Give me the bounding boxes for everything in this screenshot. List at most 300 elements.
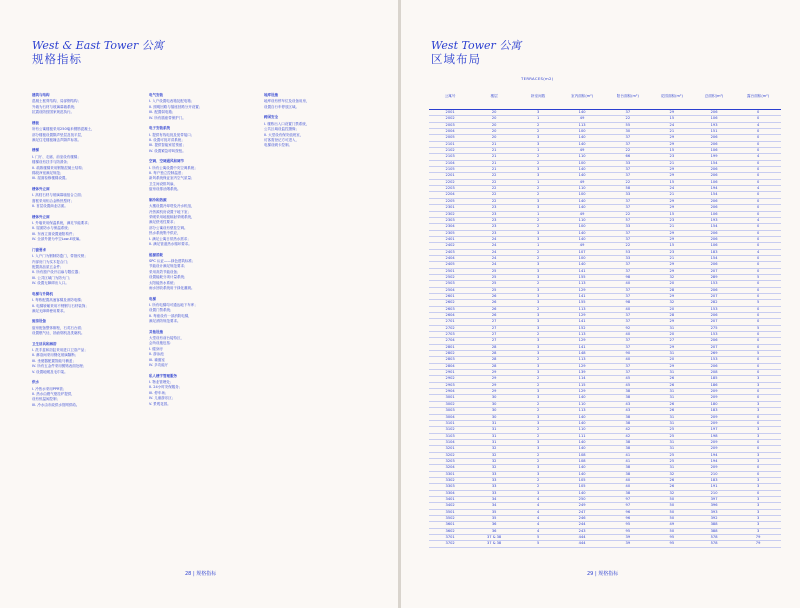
table-cell: 29	[471, 370, 517, 376]
table-cell: 115	[559, 382, 605, 388]
table-cell: 3	[735, 452, 781, 458]
table-cell: 42	[605, 427, 651, 433]
right-page-folio: 29 | 规格指标	[587, 571, 619, 577]
table-cell: 50	[651, 528, 693, 534]
table-cell: 3602	[429, 528, 471, 534]
table-cell: 5	[735, 325, 781, 331]
table-cell: 2	[517, 217, 559, 223]
table-cell: 3	[735, 458, 781, 464]
table-cell: 50	[651, 503, 693, 509]
table-cell: 29	[651, 268, 693, 274]
table-cell: 152	[559, 325, 605, 331]
table-cell: 0	[735, 230, 781, 236]
table-cell: 3203	[429, 458, 471, 464]
table-cell: 50	[651, 509, 693, 515]
table-cell: 2903	[429, 382, 471, 388]
table-cell: 42	[605, 433, 651, 439]
spec-section	[32, 215, 144, 243]
table-cell: 37	[605, 236, 651, 242]
spec-line: IV. 设置紧急呼叫按钮。	[149, 148, 186, 153]
table-cell: 194	[693, 458, 735, 464]
table-cell: 106	[693, 148, 735, 154]
table-cell: 0	[735, 306, 781, 312]
table-cell: 32	[471, 446, 517, 452]
table-cell: 26	[651, 382, 693, 388]
spec-section	[149, 374, 261, 408]
table-cell: 3	[517, 236, 559, 242]
spec-line: 雨水回收系统用于绿化灌溉。	[149, 286, 195, 291]
table-cell: 49	[559, 116, 605, 122]
spec-line: 混凝土框剪结构，局部钢结构；	[32, 99, 81, 104]
table-cell: 0	[735, 255, 781, 261]
spec-line: II. 所有窗户设开启扇与限位器；	[32, 270, 82, 275]
spec-section-heading: 私人楼宇管理服务	[149, 373, 177, 378]
table-cell: 2002	[429, 116, 471, 122]
table-cell: 206	[693, 135, 735, 141]
table-cell: 25	[471, 281, 517, 287]
table-cell: 23	[651, 217, 693, 223]
table-cell: 2302	[429, 211, 471, 217]
table-cell: 100	[559, 255, 605, 261]
table-cell: 20	[651, 306, 693, 312]
table-cell: 2701	[429, 319, 471, 325]
spec-section	[149, 330, 261, 369]
table-cell: 2203	[429, 186, 471, 192]
table-cell: 249	[559, 503, 605, 509]
table-cell: 4	[735, 186, 781, 192]
spec-line: I. 高档石材与玻璃幕墙组合立面；	[32, 193, 85, 198]
table-cell: 3	[735, 503, 781, 509]
column-header: 露台面积(m²)	[735, 93, 781, 110]
spec-section	[149, 126, 261, 154]
spec-column-3	[264, 93, 376, 154]
table-cell: 0	[735, 236, 781, 242]
table-cell: 4	[735, 249, 781, 255]
column-header: 卧室间数	[517, 93, 559, 110]
table-cell: 183	[693, 408, 735, 414]
table-cell: 1	[517, 148, 559, 154]
table-cell: 194	[693, 186, 735, 192]
table-cell: 20	[471, 110, 517, 116]
table-cell: 26	[471, 313, 517, 319]
table-cell: 140	[559, 395, 605, 401]
table-cell: 209	[693, 389, 735, 395]
table-cell: 15	[651, 116, 693, 122]
spec-line: 厨房设排油烟系统。	[149, 187, 181, 192]
table-cell: 3	[517, 274, 559, 280]
table-cell: 22	[605, 148, 651, 154]
spec-section	[32, 248, 144, 287]
table-cell: 3	[517, 490, 559, 496]
table-cell: 23	[471, 230, 517, 236]
table-cell: 2204	[429, 192, 471, 198]
table-cell: 21	[651, 160, 693, 166]
table-cell: 129	[559, 363, 605, 369]
table-cell: 37	[605, 370, 651, 376]
table-cell: 0	[735, 268, 781, 274]
table-row	[429, 541, 781, 547]
table-cell: 185	[693, 376, 735, 382]
table-cell: 2	[517, 192, 559, 198]
table-cell: 2	[517, 186, 559, 192]
spec-section	[32, 148, 144, 182]
spec-line: 抗震设防按国家规范执行。	[32, 110, 74, 115]
table-cell: 20	[471, 116, 517, 122]
table-cell: 3103	[429, 433, 471, 439]
spec-line: V. 设置地暖及毛巾架。	[32, 369, 68, 374]
table-cell: 23	[471, 224, 517, 230]
table-cell: 3102	[429, 427, 471, 433]
table-cell: 0	[735, 243, 781, 249]
table-cell: 20	[471, 129, 517, 135]
table-cell: 141	[559, 293, 605, 299]
table-cell: 97	[605, 496, 651, 502]
spec-line: II. 电梯轿厢采用不锈钢与石材装饰；	[32, 303, 89, 308]
table-cell: 210	[693, 490, 735, 496]
table-cell: 29	[651, 344, 693, 350]
table-cell: 2303	[429, 217, 471, 223]
table-cell: 25	[471, 287, 517, 293]
table-cell: 208	[693, 370, 735, 376]
table-cell: 2001	[429, 110, 471, 116]
spec-line: III. 公共区域门为防火门；	[32, 275, 73, 280]
table-cell: 106	[693, 243, 735, 249]
table-cell: 2901	[429, 370, 471, 376]
table-cell: 2	[517, 224, 559, 230]
table-cell: 3	[517, 351, 559, 357]
table-cell: 37	[605, 141, 651, 147]
table-cell: 3	[735, 401, 781, 407]
table-cell: 2502	[429, 274, 471, 280]
table-cell: 31	[651, 414, 693, 420]
table-cell: 206	[693, 262, 735, 268]
table-cell: 3204	[429, 465, 471, 471]
table-cell: 39	[605, 535, 651, 541]
table-cell: 3	[517, 420, 559, 426]
spec-column-1	[32, 93, 144, 413]
table-cell: 2804	[429, 363, 471, 369]
table-cell: 33	[471, 471, 517, 477]
table-cell: 37	[605, 173, 651, 179]
table-cell: 25	[471, 274, 517, 280]
table-cell: 20	[471, 135, 517, 141]
table-cell: 3	[735, 433, 781, 439]
spec-section-heading: 门窗要求	[32, 247, 46, 252]
table-cell: 3401	[429, 496, 471, 502]
table-cell: 141	[559, 268, 605, 274]
spec-line: 节能设计满足规范要求；	[149, 264, 188, 269]
table-cell: 40	[605, 357, 651, 363]
table-cell: 4	[517, 522, 559, 528]
table-cell: 3	[517, 439, 559, 445]
spec-line: III. 坐便器配置智能马桶盖；	[32, 358, 76, 363]
spec-section	[149, 159, 261, 193]
table-cell: 3	[517, 465, 559, 471]
table-cell: 153	[693, 357, 735, 363]
table-cell: 0	[735, 173, 781, 179]
table-cell: 1	[517, 116, 559, 122]
table-cell: 25	[651, 458, 693, 464]
table-cell: 0	[735, 129, 781, 135]
table-cell: 95	[651, 541, 693, 547]
table-cell: 43	[605, 401, 651, 407]
table-cell: 20	[651, 332, 693, 338]
table-cell: 2704	[429, 338, 471, 344]
table-cell: 2	[517, 382, 559, 388]
table-cell: 2403	[429, 249, 471, 255]
table-cell: 3	[735, 509, 781, 515]
table-cell: 113	[559, 408, 605, 414]
table-cell: 105	[559, 477, 605, 483]
table-cell: 28	[471, 344, 517, 350]
table-cell: 43	[605, 408, 651, 414]
table-cell: 140	[559, 471, 605, 477]
table-cell: 3	[517, 446, 559, 452]
table-cell: 2405	[429, 262, 471, 268]
table-cell: 2503	[429, 281, 471, 287]
table-cell: 36	[471, 528, 517, 534]
table-cell: 106	[693, 179, 735, 185]
table-cell: 21	[651, 192, 693, 198]
table-cell: 38	[605, 395, 651, 401]
table-cell: 45	[605, 382, 651, 388]
table-cell: 21	[471, 141, 517, 147]
table-cell: 31	[651, 370, 693, 376]
spec-line: I. 每栋配置高速客梯及消防电梯；	[32, 298, 85, 303]
table-cell: 3	[517, 370, 559, 376]
table-cell: 33	[605, 192, 651, 198]
table-cell: 1	[517, 243, 559, 249]
table-cell: 140	[559, 446, 605, 452]
table-cell: 3	[517, 173, 559, 179]
table-cell: 393	[693, 509, 735, 515]
table-cell: 26	[471, 300, 517, 306]
table-cell: 3	[517, 300, 559, 306]
table-cell: 49	[559, 211, 605, 217]
table-cell: 140	[559, 141, 605, 147]
table-cell: 3304	[429, 490, 471, 496]
spec-line: I. 健身房	[149, 346, 163, 351]
table-cell: 3104	[429, 439, 471, 445]
table-cell: 578	[693, 535, 735, 541]
table-cell: 23	[471, 205, 517, 211]
spec-section-heading: 空调、空调通风和调节	[149, 159, 184, 164]
spec-section-heading: 能源消耗	[149, 252, 163, 257]
table-cell: 155	[559, 300, 605, 306]
spec-line: 满足无障碍使用要求。	[32, 308, 67, 313]
table-cell: 3	[735, 382, 781, 388]
table-cell: 100	[559, 160, 605, 166]
table-cell: 37	[605, 262, 651, 268]
table-cell: 29	[651, 236, 693, 242]
spec-line: I. 物业管理处；	[149, 379, 174, 384]
table-cell: 37	[605, 293, 651, 299]
spec-section	[264, 115, 376, 149]
table-cell: 22	[471, 192, 517, 198]
table-cell: 3	[735, 376, 781, 382]
table-cell: 3	[517, 293, 559, 299]
spec-line: II. 首层设置商业店面。	[32, 204, 68, 209]
table-cell: 2	[517, 376, 559, 382]
table-cell: 49	[559, 243, 605, 249]
spec-line: I. 满足公寓日常热水需求；	[149, 236, 191, 241]
table-cell: 3004	[429, 414, 471, 420]
table-cell: 4	[517, 503, 559, 509]
spec-section-heading: 电梯与升降机	[32, 291, 53, 296]
table-cell: 97	[605, 503, 651, 509]
table-cell: 197	[693, 427, 735, 433]
table-cell: 140	[559, 236, 605, 242]
table-cell: 29	[651, 262, 693, 268]
table-cell: 193	[693, 217, 735, 223]
table-cell: 193	[693, 122, 735, 128]
table-cell: 3	[517, 313, 559, 319]
table-cell: 0	[735, 490, 781, 496]
column-header: 花园面积(m²)	[651, 93, 693, 110]
table-cell: 140	[559, 110, 605, 116]
table-cell: 0	[735, 332, 781, 338]
table-cell: 269	[693, 351, 735, 357]
spec-line: 厨房配备整体橱柜，石英石台面；	[32, 325, 85, 330]
table-cell: 2	[517, 255, 559, 261]
table-cell: 37	[605, 135, 651, 141]
table-cell: 243	[559, 528, 605, 534]
table-cell: 110	[559, 154, 605, 160]
table-cell: 2	[517, 452, 559, 458]
table-cell: 153	[693, 332, 735, 338]
table-cell: 0	[735, 116, 781, 122]
table-cell: 37	[605, 110, 651, 116]
table-cell: 31	[471, 420, 517, 426]
table-cell: 37	[605, 287, 651, 293]
table-cell: 3303	[429, 484, 471, 490]
table-cell: 3	[517, 205, 559, 211]
spec-line: I. 门厅、走廊、前室设有楼梯；	[32, 154, 81, 159]
table-cell: 0	[735, 148, 781, 154]
table-cell: 3003	[429, 408, 471, 414]
left-page-title-cn: 规格指标	[32, 52, 82, 66]
spec-section-heading: 制冷和热源	[149, 197, 167, 202]
table-cell: 35	[471, 509, 517, 515]
table-cell: 3002	[429, 401, 471, 407]
column-header: 室内面积(m²)	[559, 93, 605, 110]
table-cell: 129	[559, 338, 605, 344]
table-cell: 0	[735, 363, 781, 369]
table-cell: 4	[517, 509, 559, 515]
table-cell: 183	[693, 249, 735, 255]
table-cell: 0	[735, 160, 781, 166]
table-cell: 3	[517, 344, 559, 350]
table-cell: 0	[735, 179, 781, 185]
table-cell: 3	[517, 325, 559, 331]
table-cell: 2604	[429, 313, 471, 319]
table-cell: 20	[471, 122, 517, 128]
table-cell: 113	[559, 306, 605, 312]
table-cell: 0	[735, 471, 781, 477]
spec-line: 配置高品质五金件；	[32, 264, 64, 269]
column-header: 楼层	[471, 93, 517, 110]
table-cell: 207	[693, 344, 735, 350]
table-cell: 3502	[429, 516, 471, 522]
table-cell: 34	[471, 503, 517, 509]
table-cell: 275	[693, 325, 735, 331]
table-cell: 206	[693, 110, 735, 116]
spec-line: 设置门禁系统；	[149, 308, 174, 313]
spec-line: SPC 认证——绿色建筑标准；	[149, 258, 196, 263]
table-cell: 28	[471, 351, 517, 357]
table-cell: 3	[517, 363, 559, 369]
table-cell: 2402	[429, 243, 471, 249]
table-cell: 28	[651, 313, 693, 319]
spec-line: 外墙为石材与玻璃幕墙系统；	[32, 104, 78, 109]
table-cell: 29	[651, 135, 693, 141]
table-cell: 26	[471, 293, 517, 299]
spec-line: I. 入户门为钢制防盗门，带指纹锁；	[32, 254, 88, 259]
table-cell: 22	[605, 179, 651, 185]
table-cell: 5	[735, 351, 781, 357]
table-cell: 45	[605, 376, 651, 382]
table-cell: 0	[735, 211, 781, 217]
spec-line: II. 每座设有一部消防电梯，	[149, 313, 192, 318]
table-cell: 3	[517, 287, 559, 293]
table-cell: 79	[735, 541, 781, 547]
table-cell: 4	[517, 516, 559, 522]
table-cell: 3	[517, 262, 559, 268]
table-cell: 38	[605, 446, 651, 452]
spec-line: IV. 所有五金件采用镀铬表面处理；	[32, 364, 87, 369]
spec-line: 热水系统集中供应，	[149, 231, 181, 236]
table-cell: 22	[471, 186, 517, 192]
spec-line: IV. 全部外窗为中空Low-E玻璃。	[32, 237, 83, 242]
spec-line: I. 冷热水采用PPR管；	[32, 386, 67, 391]
table-cell: 23	[471, 217, 517, 223]
spec-section	[149, 253, 261, 292]
table-cell: 2404	[429, 255, 471, 261]
table-cell: 33	[471, 477, 517, 483]
spec-line: II. 游泳池	[149, 352, 164, 357]
table-cell: 29	[471, 382, 517, 388]
table-cell: 2	[517, 408, 559, 414]
spec-line: II. 满足管道热水循环要求。	[149, 242, 192, 247]
table-cell: 209	[693, 446, 735, 452]
table-cell: 22	[471, 173, 517, 179]
table-cell: 21	[471, 148, 517, 154]
table-cell: 41	[605, 458, 651, 464]
table-cell: 206	[693, 198, 735, 204]
table-cell: 207	[693, 268, 735, 274]
table-cell: 24	[471, 262, 517, 268]
spec-line: I. 入户设置电表箱及配电箱；	[149, 99, 195, 104]
spec-section-heading: 跨国安全	[264, 115, 278, 120]
spec-line: 窗框采用铝合金断热型材；	[32, 198, 74, 203]
spec-section-heading: 供水	[32, 380, 39, 385]
table-cell: 29	[651, 141, 693, 147]
spec-line: II. 疏散楼梯采用钢筋混凝土结构；	[32, 165, 86, 170]
column-header: 公寓号	[429, 93, 471, 110]
table-cell: 23	[471, 211, 517, 217]
table-cell: 28	[651, 287, 693, 293]
spec-section	[149, 198, 261, 248]
table-cell: 2	[517, 154, 559, 160]
table-cell: 5	[735, 274, 781, 280]
table-cell: 206	[693, 363, 735, 369]
table-cell: 38	[605, 389, 651, 395]
left-page-title-en: West & East Tower 公寓	[32, 39, 164, 52]
table-cell: 24	[471, 249, 517, 255]
spec-column-2	[149, 93, 261, 412]
table-cell: 23	[651, 154, 693, 160]
spec-line: IV. 多功能厅	[149, 363, 169, 368]
